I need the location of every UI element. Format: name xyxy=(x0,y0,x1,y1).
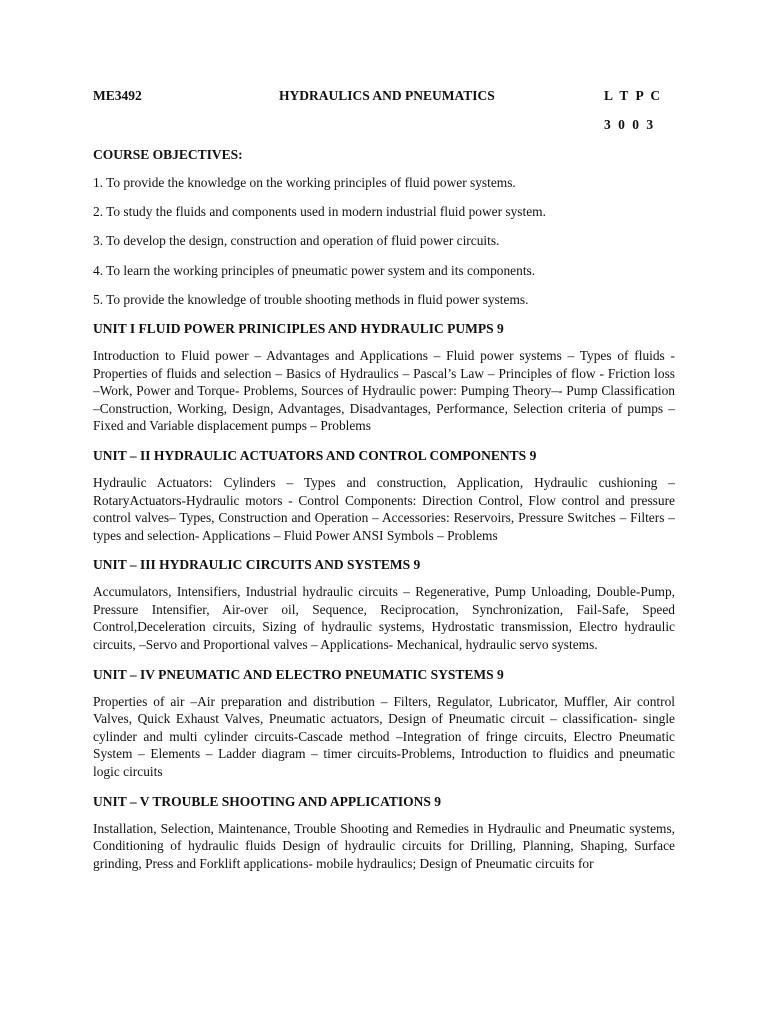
course-objectives xyxy=(93,146,675,308)
ltpc-label: L T P C xyxy=(604,88,663,103)
course-credits: 3 0 0 3 xyxy=(604,117,656,132)
unit-heading: UNIT I FLUID POWER PRINICIPLES AND HYDRAULIC PUMPS 9 xyxy=(93,320,504,336)
course-code: ME3492 xyxy=(93,88,142,103)
unit-5 xyxy=(93,793,675,873)
unit-body: Accumulators, Intensifiers, Industrial hydraulic circuits – Regenerative, Pump Unloading, Double-Pump, Pressure Intensifier, Air-over oil, Sequence, Reciprocation, Synchronization, Fail-Safe, Speed Control,Deceleration circuits, Sizing of hydraulic systems, Hydrostatic transmission, Electro hydraulic circuits, –Servo and Proportional valves – Applications- Mechanical, hydraulic servo systems. xyxy=(93,584,675,653)
course-title: HYDRAULICS AND PNEUMATICS xyxy=(279,88,495,103)
unit-1 xyxy=(93,320,675,435)
unit-4 xyxy=(93,666,675,781)
objective-item: 5. To provide the knowledge of trouble shooting methods in fluid power systems. xyxy=(93,291,529,307)
unit-body: Hydraulic Actuators: Cylinders – Types and construction, Application, Hydraulic cushioning – RotaryActuators-Hydraulic motors - Control Components: Direction Control, Flow control and pressure control valves– Types, Construction and Operation – Accessories: Reservoirs, Pressure Switches – Filters –types and selection- Applications – Fluid Power ANSI Symbols – Problems xyxy=(93,474,675,543)
objective-item: 4. To learn the working principles of pneumatic power system and its components. xyxy=(93,262,536,278)
document-content xyxy=(93,146,675,884)
course-header xyxy=(93,88,675,108)
unit-body: Properties of air –Air preparation and distribution – Filters, Regulator, Lubricator, Muffler, Air control Valves, Quick Exhaust Valves, Pneumatic actuators, Design of Pneumatic circuit – classification- single cylinder and multi cylinder circuits-Cascade method –Integration of fringe circuits, Electro Pneumatic System – Elements – Ladder diagram – timer circuits-Problems, Introduction to fluidics and pneumatic logic circuits xyxy=(93,693,675,780)
objective-item: 3. To develop the design, construction and operation of fluid power circuits. xyxy=(93,233,500,249)
unit-body: Introduction to Fluid power – Advantages and Applications – Fluid power systems – Types of fluids - Properties of fluids and selection – Basics of Hydraulics – Pascal’s Law – Principles of flow - Friction loss –Work, Power and Torque- Problems, Sources of Hydraulic power: Pumping Theory–- Pump Classification –Construction, Working, Design, Advantages, Disadvantages, Performance, Selection criteria of pumps –Fixed and Variable displacement pumps – Problems xyxy=(93,347,675,434)
unit-body: Installation, Selection, Maintenance, Trouble Shooting and Remedies in Hydraulic and Pneumatic systems, Conditioning of hydraulic fluids Design of hydraulic circuits for Drilling, Planning, Shaping, Surface grinding, Press and Forklift applications- mobile hydraulics; Design of Pneumatic circuits for xyxy=(93,820,675,871)
unit-heading: UNIT – IV PNEUMATIC AND ELECTRO PNEUMATIC SYSTEMS 9 xyxy=(93,666,504,682)
objective-item: 1. To provide the knowledge on the working principles of fluid power systems. xyxy=(93,175,516,190)
objectives-heading: COURSE OBJECTIVES: xyxy=(93,147,243,162)
unit-heading: UNIT – III HYDRAULIC CIRCUITS AND SYSTEMS 9 xyxy=(93,557,421,573)
objective-item: 2. To study the fluids and components used in modern industrial fluid power system. xyxy=(93,204,546,220)
unit-3 xyxy=(93,556,675,653)
unit-2 xyxy=(93,447,675,544)
unit-heading: UNIT – II HYDRAULIC ACTUATORS AND CONTROL COMPONENTS 9 xyxy=(93,447,537,463)
unit-heading: UNIT – V TROUBLE SHOOTING AND APPLICATIONS 9 xyxy=(93,793,441,809)
